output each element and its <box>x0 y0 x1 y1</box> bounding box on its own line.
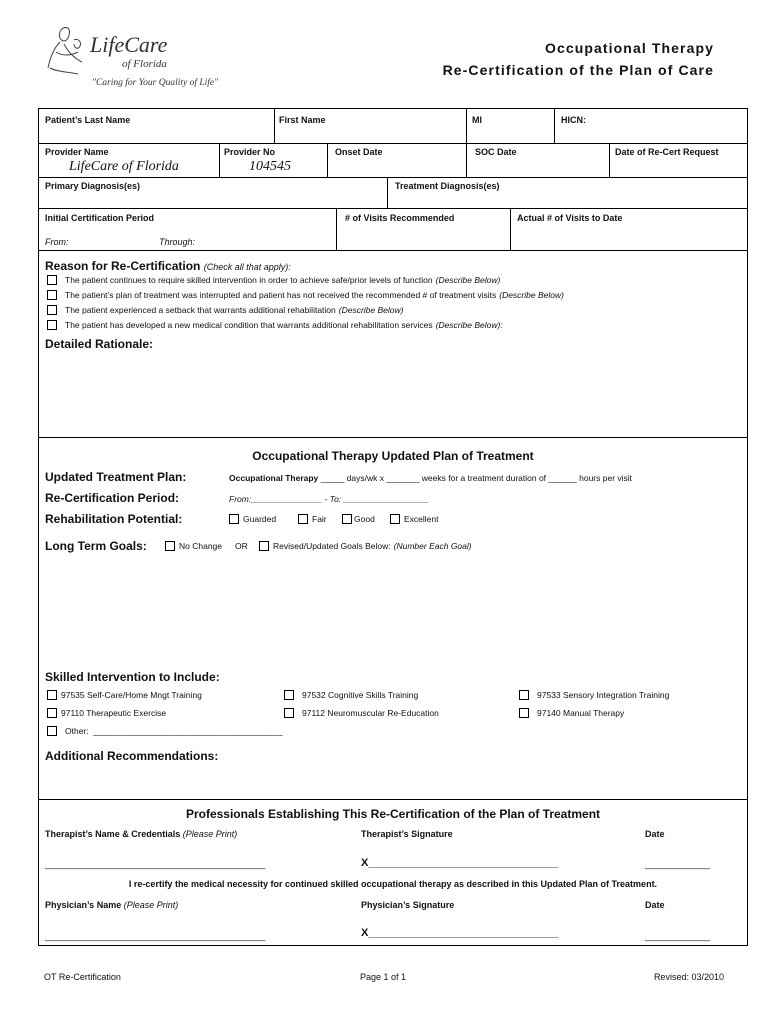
treatment-diagnosis-label: Treatment Diagnosis(es) <box>395 181 500 191</box>
plan-title: Occupational Therapy Updated Plan of Treatment <box>252 449 534 463</box>
visits-recommended-label: # of Visits Recommended <box>345 213 455 223</box>
recert-period-label: Re-Certification Period: <box>45 491 180 505</box>
skilled-intervention-title: Skilled Intervention to Include: <box>45 670 220 684</box>
skilled-option-97140[interactable]: 97140 Manual Therapy <box>519 708 624 718</box>
skilled-option-97535[interactable]: 97535 Self-Care/Home Mngt Training <box>47 690 202 700</box>
footer-page-number: Page 1 of 1 <box>360 972 407 982</box>
hicn-label: HICN: <box>561 115 586 125</box>
additional-recommendations-label: Additional Recommendations: <box>45 749 219 763</box>
physician-name-line[interactable]: ____________________________________________ <box>45 931 266 941</box>
checkbox[interactable] <box>165 541 175 551</box>
therapist-date-line[interactable]: _____________ <box>645 859 711 869</box>
checkbox[interactable] <box>47 320 57 330</box>
checkbox[interactable] <box>284 708 294 718</box>
therapist-signature-line[interactable]: X_______________________________ <box>361 857 558 869</box>
rehab-option-fair[interactable]: Fair <box>298 514 327 524</box>
recert-period-text: From:_______________ - To: __________________ <box>229 494 429 504</box>
provider-no-value: 104545 <box>249 159 291 174</box>
footer-revision-date: Revised: 03/2010 <box>653 972 724 982</box>
long-term-goals-label: Long Term Goals: <box>45 539 147 553</box>
skilled-option-97112[interactable]: 97112 Neuromuscular Re-Education <box>284 708 439 718</box>
onset-date-label: Onset Date <box>335 147 383 157</box>
form-title-line2: Re-Certification of the Plan of Care <box>442 62 714 78</box>
visits-actual-label: Actual # of Visits to Date <box>517 213 623 223</box>
checkbox[interactable] <box>47 305 57 315</box>
reason-title: Reason for Re-Certification (Check all that apply): <box>45 259 291 273</box>
provider-no-label: Provider No <box>224 147 276 157</box>
ltg-or-text: OR <box>235 541 248 551</box>
lifecare-logo-figure-icon <box>44 22 86 80</box>
checkbox[interactable] <box>47 275 57 285</box>
initial-cert-period-label: Initial Certification Period <box>45 213 155 223</box>
physician-date-label: Date <box>645 900 665 910</box>
therapist-name-line[interactable]: ____________________________________________ <box>45 859 266 869</box>
mi-label: MI <box>472 115 482 125</box>
cert-from-label: From: <box>45 237 69 247</box>
checkbox[interactable] <box>47 290 57 300</box>
reason-option-1[interactable]: The patient continues to require skilled intervention in order to achieve safe/prior levels of function (Describe Below) <box>47 275 500 285</box>
therapist-name-label: Therapist’s Name & Credentials (Please Print) <box>45 829 238 839</box>
updated-plan-label: Updated Treatment Plan: <box>45 470 187 484</box>
cert-through-label: Through: <box>159 237 196 247</box>
skilled-option-other[interactable]: Other: ________________________________________ <box>47 726 282 736</box>
form-title-line1: Occupational Therapy <box>544 40 714 56</box>
primary-diagnosis-label: Primary Diagnosis(es) <box>45 181 141 191</box>
physician-name-label: Physician’s Name (Please Print) <box>45 900 179 910</box>
rehab-option-good[interactable]: Good <box>342 514 375 524</box>
ltg-revised-option[interactable]: Revised/Updated Goals Below: (Number Each Goal) <box>259 541 472 551</box>
reason-option-2[interactable]: The patient’s plan of treatment was interrupted and patient has not received the recommended # of treatment visits (Describe Below) <box>47 290 564 300</box>
ltg-no-change-option[interactable]: No Change <box>165 541 222 551</box>
updated-plan-text: Occupational Therapy _____ days/wk x _______ weeks for a treatment duration of ______ hours per visit <box>229 473 633 483</box>
checkbox[interactable] <box>342 514 352 524</box>
checkbox[interactable] <box>259 541 269 551</box>
physician-signature-line[interactable]: X_______________________________ <box>361 927 558 939</box>
reason-option-4[interactable]: The patient has developed a new medical condition that warrants additional rehabilitation services (Describe Below): <box>47 320 503 330</box>
logo-subtitle: of Florida <box>122 58 167 70</box>
physician-signature-label: Physician’s Signature <box>361 900 455 910</box>
checkbox[interactable] <box>298 514 308 524</box>
therapist-signature-label: Therapist’s Signature <box>361 829 453 839</box>
rehab-potential-label: Rehabilitation Potential: <box>45 512 183 526</box>
other-input-line: ________________________________________ <box>93 726 283 736</box>
provider-name-label: Provider Name <box>45 147 109 157</box>
checkbox[interactable] <box>47 726 57 736</box>
patient-last-name-label: Patient’s Last Name <box>45 115 131 125</box>
detailed-rationale-label: Detailed Rationale: <box>45 337 154 351</box>
checkbox[interactable] <box>229 514 239 524</box>
rehab-option-guarded[interactable]: Guarded <box>229 514 276 524</box>
checkbox[interactable] <box>519 690 529 700</box>
recertification-form <box>38 108 748 946</box>
checkbox[interactable] <box>47 690 57 700</box>
checkbox[interactable] <box>519 708 529 718</box>
first-name-label: First Name <box>279 115 326 125</box>
professionals-title: Professionals Establishing This Re-Certification of the Plan of Treatment <box>185 807 601 821</box>
provider-name-value: LifeCare of Florida <box>69 159 179 174</box>
recert-request-date-label: Date of Re-Cert Request <box>615 147 719 157</box>
therapist-date-label: Date <box>645 829 665 839</box>
skilled-option-97532[interactable]: 97532 Cognitive Skills Training <box>284 690 418 700</box>
physician-date-line[interactable]: _____________ <box>645 931 711 941</box>
reason-note: (Check all that apply): <box>203 262 291 272</box>
footer-form-name: OT Re-Certification <box>44 972 121 982</box>
rehab-option-excellent[interactable]: Excellent <box>390 514 439 524</box>
skilled-option-97533[interactable]: 97533 Sensory Integration Training <box>519 690 669 700</box>
checkbox[interactable] <box>47 708 57 718</box>
skilled-option-97110[interactable]: 97110 Therapeutic Exercise <box>47 708 166 718</box>
recertify-statement: I re-certify the medical necessity for continued skilled occupational therapy as described in this Updated Plan of Treatment. <box>128 879 658 889</box>
checkbox[interactable] <box>390 514 400 524</box>
checkbox[interactable] <box>284 690 294 700</box>
logo-tagline: "Caring for Your Quality of Life" <box>92 78 219 88</box>
soc-date-label: SOC Date <box>475 147 517 157</box>
logo-name: LifeCare <box>90 32 168 57</box>
reason-option-3[interactable]: The patient experienced a setback that warrants additional rehabilitation (Describe Below) <box>47 305 403 315</box>
